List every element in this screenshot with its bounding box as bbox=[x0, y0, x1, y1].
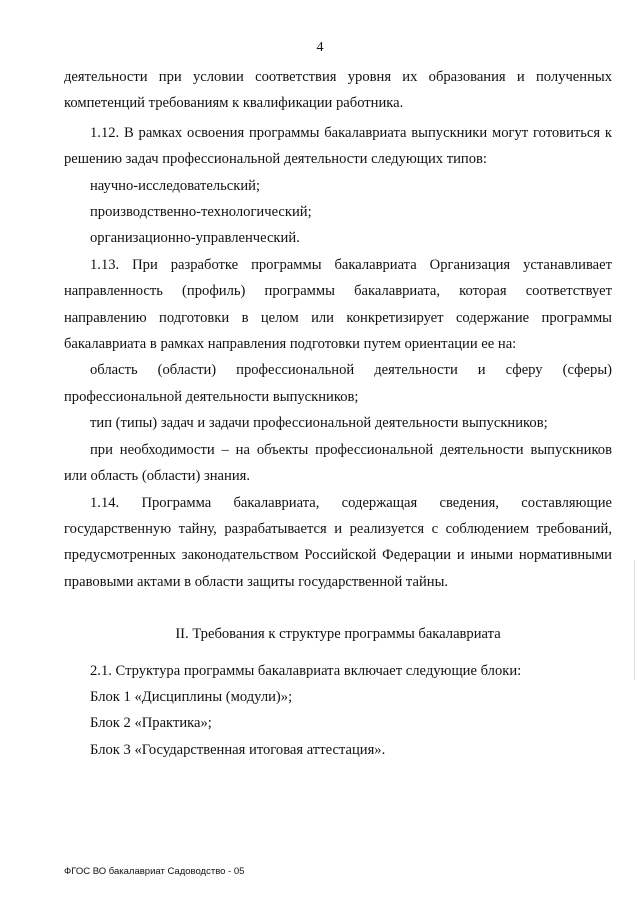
paragraph-1-14: 1.14. Программа бакалавриата, содержащая сведения, составляющие государственную тайну, разрабатывается и реализуется с соблюдением требований, предусмотренных законодательством Российской Федерации и иными нормативными правовыми актами в области защиты государственной тайны. bbox=[64, 494, 612, 590]
footer-note: ФГОС ВО бакалавриат Садоводство - 05 bbox=[64, 866, 245, 877]
paragraph-objects: при необходимости – на объекты профессиональной деятельности выпускников или область (области) знания. bbox=[64, 441, 612, 485]
list-item: организационно-управленческий. bbox=[90, 230, 300, 247]
block-item: Блок 2 «Практика»; bbox=[90, 715, 212, 732]
page-number: 4 bbox=[316, 40, 324, 55]
block-item: Блок 1 «Дисциплины (модули)»; bbox=[90, 688, 293, 705]
paragraph-continuation: деятельности при условии соответствия уровня их образования и полученных компетенций требованиям к квалификации работника. bbox=[64, 69, 612, 112]
paragraph-2-1: 2.1. Структура программы бакалавриата включает следующие блоки: bbox=[90, 662, 522, 679]
paragraph-focus-area: область (области) профессиональной деятельности и сферу (сферы) профессиональной деятельности выпускников; bbox=[64, 362, 612, 405]
block-item: Блок 3 «Государственная итоговая аттестация». bbox=[90, 741, 386, 758]
document-body bbox=[64, 64, 612, 763]
paragraph-1-12: 1.12. В рамках освоения программы бакалавриата выпускники могут готовиться к решению задач профессиональной деятельности следующих типов: bbox=[64, 124, 612, 168]
list-item: производственно-технологический; bbox=[90, 204, 312, 221]
paragraph-1-13: 1.13. При разработке программы бакалавриата Организация устанавливает направленность (профиль) программы бакалавриата, которая соответствует направлению подготовки в целом или конкретизирует содержание программы бакалавриата в рамках направления подготовки путем ориентации ее на: bbox=[64, 256, 612, 353]
section-title: II. Требования к структуре программы бакалавриата bbox=[175, 626, 501, 643]
list-item: научно-исследовательский; bbox=[90, 177, 261, 194]
paragraph-task-types: тип (типы) задач и задачи профессиональной деятельности выпускников; bbox=[90, 415, 548, 432]
scan-edge-mark bbox=[634, 560, 635, 680]
